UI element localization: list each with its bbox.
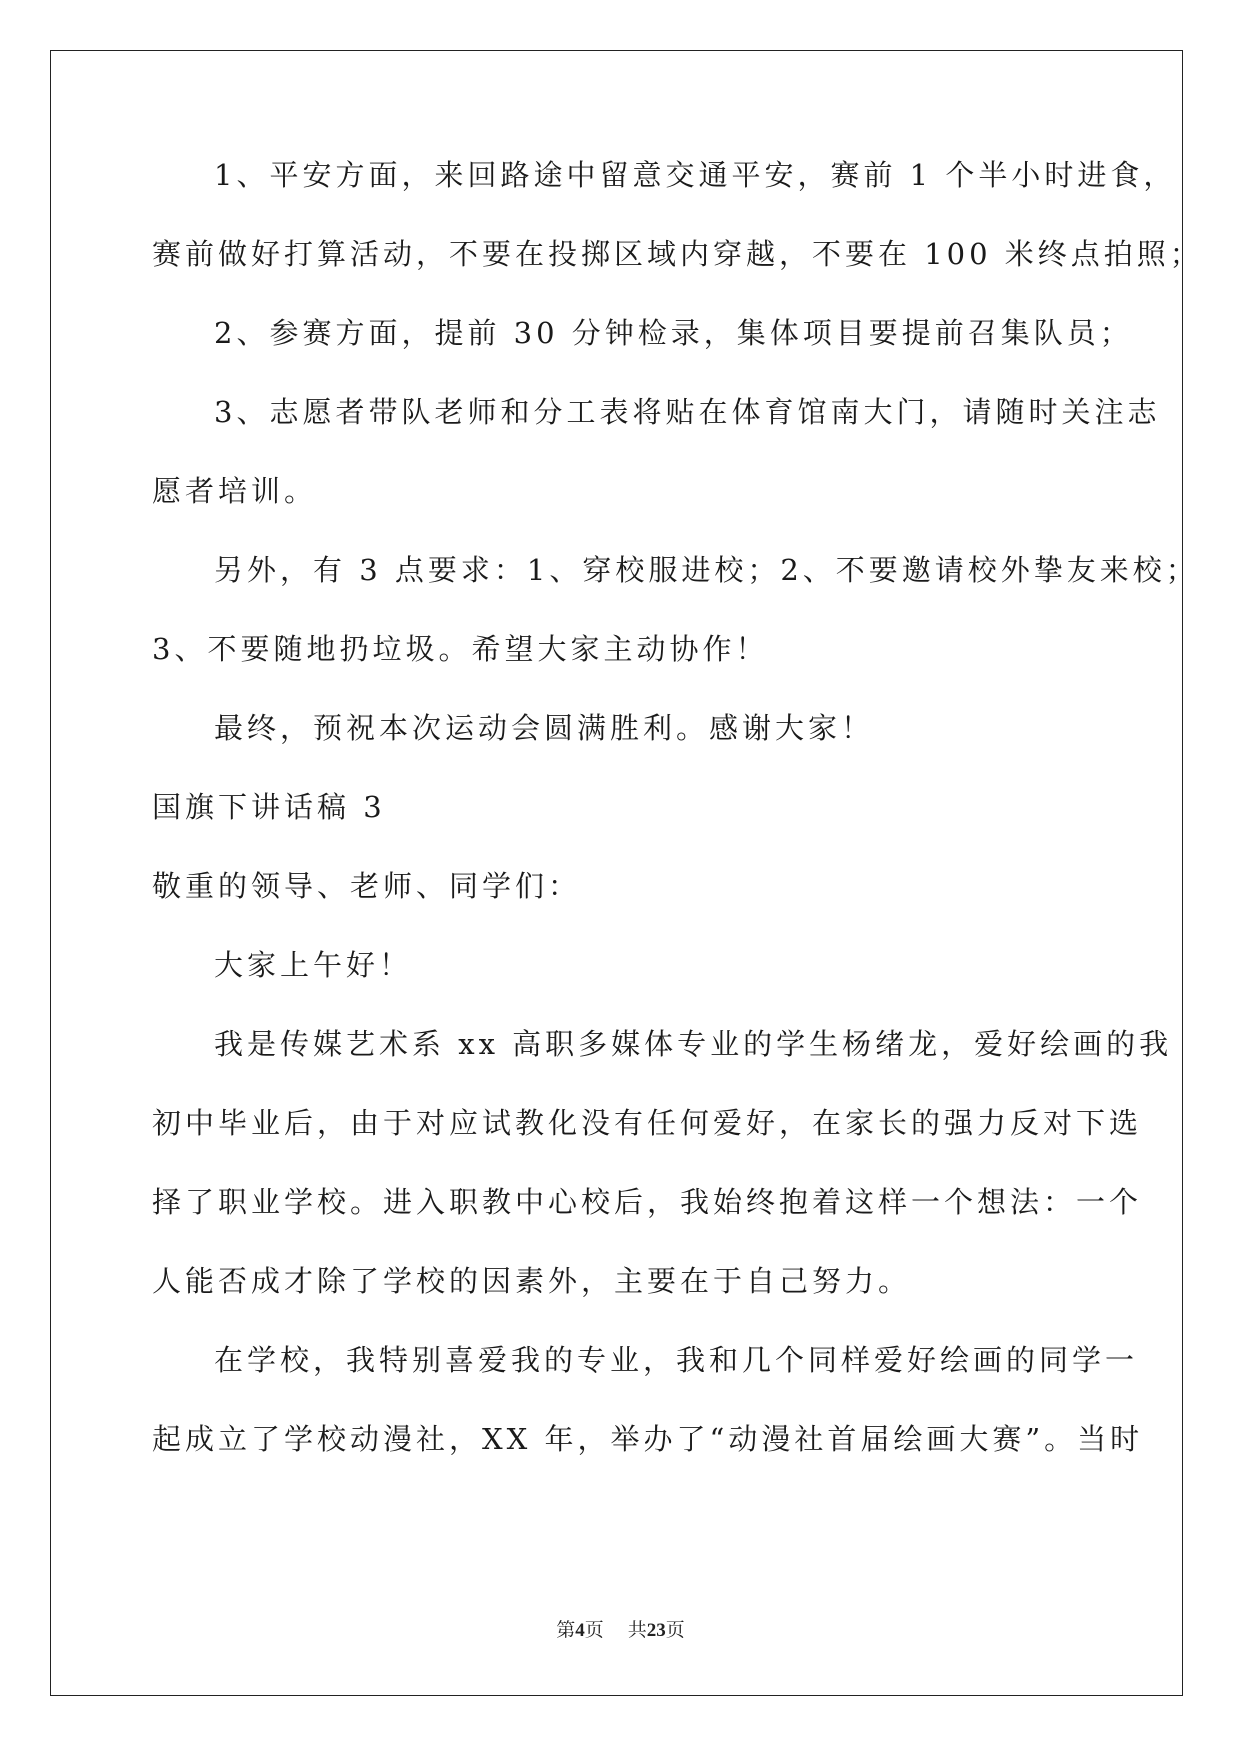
- paragraph-line: 在学校，我特别喜爱我的专业，我和几个同样爱好绘画的同学一: [214, 1343, 1139, 1377]
- salutation: 敬重的领导、老师、同学们：: [152, 869, 582, 903]
- paragraph-line: 1、平安方面，来回路途中留意交通平安，赛前 1 个半小时进食，: [214, 158, 1177, 192]
- paragraph-line: 我是传媒艺术系 xx 高职多媒体专业的学生杨绪龙，爱好绘画的我: [214, 1027, 1173, 1061]
- paragraph-line: 初中毕业后，由于对应试教化没有任何爱好，在家长的强力反对下选: [152, 1106, 1143, 1140]
- page-number: 4: [575, 1620, 585, 1641]
- document-body: [152, 158, 1203, 1503]
- page-suffix: 页: [584, 1619, 604, 1641]
- paragraph-line: 人能否成才除了学校的因素外，主要在于自己努力。: [152, 1264, 912, 1298]
- total-pages: 23: [646, 1620, 666, 1641]
- paragraph-line: 起成立了学校动漫社，XX 年，举办了“动漫社首届绘画大赛”。当时: [152, 1422, 1144, 1456]
- page-prefix: 第: [556, 1619, 576, 1641]
- paragraph-line: 赛前做好打算活动，不要在投掷区域内穿越，不要在 100 米终点拍照；: [152, 237, 1203, 271]
- paragraph-line: 择了职业学校。进入职教中心校后，我始终抱着这样一个想法：一个: [152, 1185, 1143, 1219]
- greeting: 大家上午好！: [214, 948, 413, 982]
- total-suffix: 页: [665, 1619, 685, 1641]
- paragraph-line: 最终，预祝本次运动会圆满胜利。感谢大家！: [214, 711, 875, 745]
- paragraph-line: 3、不要随地扔垃圾。希望大家主动协作！: [152, 632, 769, 666]
- paragraph-line: 愿者培训。: [152, 474, 318, 508]
- page-footer: [0, 1615, 1241, 1642]
- paragraph-line: 另外，有 3 点要求：1、穿校服进校；2、不要邀请校外挚友来校；: [214, 553, 1199, 587]
- paragraph-line: 2、参赛方面，提前 30 分钟检录，集体项目要提前召集队员；: [214, 316, 1133, 350]
- total-prefix: 共: [627, 1619, 647, 1641]
- section-heading: 国旗下讲话稿 3: [152, 790, 386, 824]
- paragraph-line: 3、志愿者带队老师和分工表将贴在体育馆南大门，请随时关注志: [214, 395, 1161, 429]
